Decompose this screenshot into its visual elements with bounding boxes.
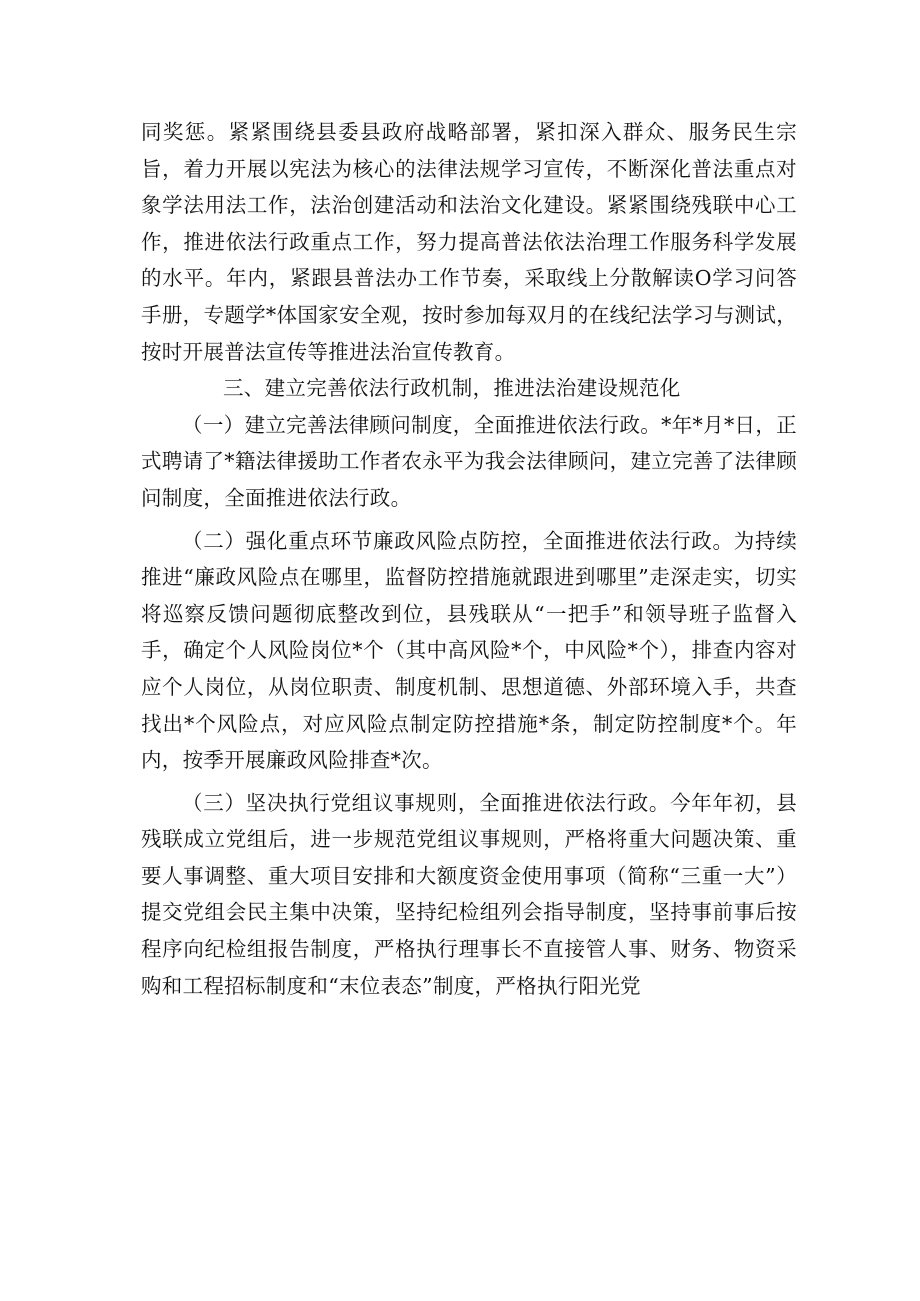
item-paragraph-1: （一）建立完善法律顾问制度，全面推进依法行政。*年*月*日，正式聘请了*籍法律援助工作者农永平为我会法律顾问，建立完善了法律顾问制度，全面推进依法行政。 — [141, 412, 797, 510]
item-paragraph-3: （三）坚决执行党组议事规则，全面推进依法行政。今年年初，县残联成立党组后，进一步规范党组议事规则，严格将重大问题决策、重要人事调整、重大项目安排和大额度资金使用事项（简称“三重一大”）提交党组会民主集中决策，坚持纪检组列会指导制度，坚持事前事后按程序向纪检组报告制度，严格执行理事长不直接管人事、财务、物资采购和工程招标制度和“末位表态”制度，严格执行阳光党 — [141, 790, 797, 998]
intro-paragraph: 同奖惩。紧紧围绕县委县政府战略部署，紧扣深入群众、服务民生宗旨，着力开展以宪法为核心的法律法规学习宣传，不断深化普法重点对象学法用法工作，法治创建活动和法治文化建设。紧紧围绕残联中心工作，推进依法行政重点工作，努力提高普法依法治理工作服务科学发展的水平。年内，紧跟县普法办工作节奏，采取线上分散解读O学习问答手册，专题学*体国家安全观，按时参加每双月的在线纪法学习与测试，按时开展普法宣传等推进法治宣传教育。 — [141, 120, 797, 364]
section-heading: 三、建立完善依法行政机制，推进法治建设规范化 — [223, 376, 681, 401]
document-body — [141, 114, 797, 1004]
item-paragraph-2: （二）强化重点环节廉政风险点防控，全面推进依法行政。为持续推进“廉政风险点在哪里，监督防控措施就跟进到哪里”走深走实，切实将巡察反馈问题彻底整改到位，县残联从“一把手”和领导班子监督入手，确定个人风险岗位*个（其中高风险*个，中风险*个），排查内容对应个人岗位，从岗位职责、制度机制、思想道德、外部环境入手，共查找出*个风险点，对应风险点制定防控措施*条，制定防控制度*个。年内，按季开展廉政风险排查*次。 — [141, 528, 797, 773]
